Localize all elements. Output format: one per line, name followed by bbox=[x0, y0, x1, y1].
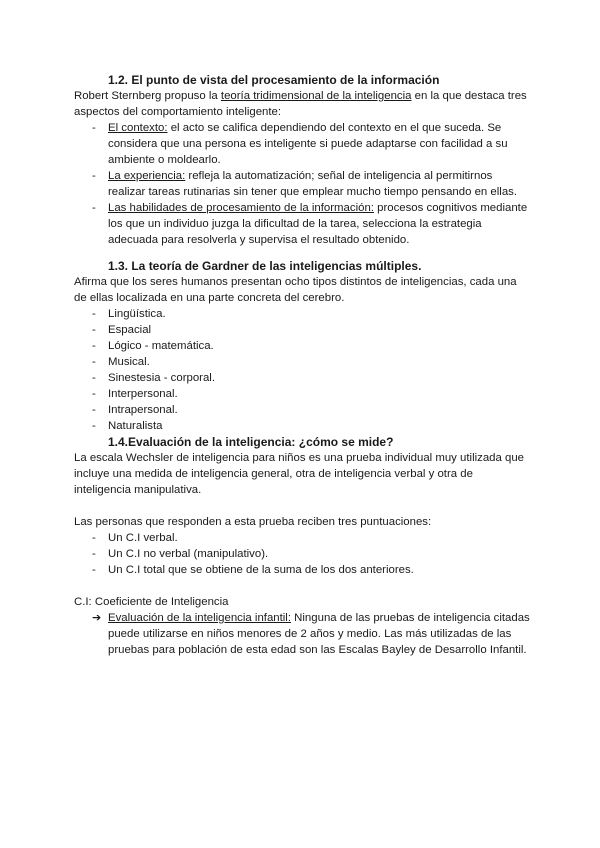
intro-text: Robert Sternberg propuso la bbox=[74, 90, 221, 102]
intro-text-end: en la que destaca tres aspectos del comportamiento inteligente: bbox=[74, 90, 527, 118]
list-item: - Un C.I no verbal (manipulativo). bbox=[92, 546, 532, 562]
list-item bbox=[92, 200, 532, 248]
list-item: - Lingüística. bbox=[92, 306, 532, 322]
section-1-3-heading: 1.3. La teoría de Gardner de las inteligencias múltiples. bbox=[108, 259, 422, 273]
list-item: - Interpersonal. bbox=[92, 386, 532, 402]
right-arrow-icon: ➔ bbox=[92, 612, 102, 624]
list-item: - Sinestesia - corporal. bbox=[92, 370, 532, 386]
infant-evaluation-list bbox=[74, 610, 532, 658]
section-1-4-heading: 1.4.Evaluación de la inteligencia: ¿cómo se mide? bbox=[108, 435, 394, 449]
list-item: - Un C.I verbal. bbox=[92, 530, 532, 546]
list-item: - Lógico - matemática. bbox=[92, 338, 532, 354]
list-item bbox=[92, 168, 532, 200]
item-text: Ninguna de las pruebas de inteligencia citadas puede utilizarse en niños menores de 2 años y medio. Las más utilizadas de las pruebas para población de esta edad son las Escalas Bayley de Desarrollo Infantil. bbox=[108, 612, 530, 656]
list-item bbox=[92, 610, 532, 658]
section-1-3-intro: Afirma que los seres humanos presentan ocho tipos distintos de inteligencias, cada una de ellas localizada en una parte concreta del cerebro. bbox=[74, 276, 517, 304]
list-item: - Musical. bbox=[92, 354, 532, 370]
item-term: Las habilidades de procesamiento de la información: bbox=[108, 202, 374, 214]
section-1-2-heading: 1.2. El punto de vista del procesamiento de la información bbox=[108, 73, 440, 87]
wechsler-paragraph: La escala Wechsler de inteligencia para niños es una prueba individual muy utilizada que incluye una medida de inteligencia general, otra de inteligencia verbal y otra de inteligencia manipulativa. bbox=[74, 452, 525, 496]
intro-underlined-term: teoría tridimensional de la inteligencia bbox=[220, 90, 412, 102]
scores-list bbox=[74, 530, 532, 578]
item-term: El contexto: bbox=[108, 122, 168, 134]
list-item: - Un C.I total que se obtiene de la suma de los dos anteriores. bbox=[92, 562, 532, 578]
list-item: - Intrapersonal. bbox=[92, 402, 532, 418]
list-item bbox=[92, 120, 532, 168]
ci-definition: C.I: Coeficiente de Inteligencia bbox=[74, 596, 229, 608]
item-text: refleja la automatización; señal de inteligencia al permitirnos realizar tareas rutinarias sin tener que emplear mucho tiempo pensando en ellas. bbox=[108, 170, 518, 198]
item-term: Evaluación de la inteligencia infantil: bbox=[108, 612, 292, 624]
list-item: - Espacial bbox=[92, 322, 532, 338]
item-text: procesos cognitivos mediante los que un individuo juzga la dificultad de la tarea, selecciona la estrategia adecuada para resolverla y supervisa el resultado obtenido. bbox=[108, 202, 528, 246]
item-text: el acto se califica dependiendo del contexto en el que suceda. Se considera que una persona es inteligente si puede adaptarse con facilidad a su ambiente o moldearlo. bbox=[108, 122, 508, 166]
scores-paragraph: Las personas que responden a esta prueba reciben tres puntuaciones: bbox=[74, 516, 432, 528]
item-term: La experiencia: bbox=[108, 170, 186, 182]
list-item: - Naturalista bbox=[92, 418, 532, 434]
sternberg-list bbox=[74, 120, 532, 248]
section-1-2-intro bbox=[74, 88, 532, 120]
gardner-list bbox=[74, 306, 532, 434]
